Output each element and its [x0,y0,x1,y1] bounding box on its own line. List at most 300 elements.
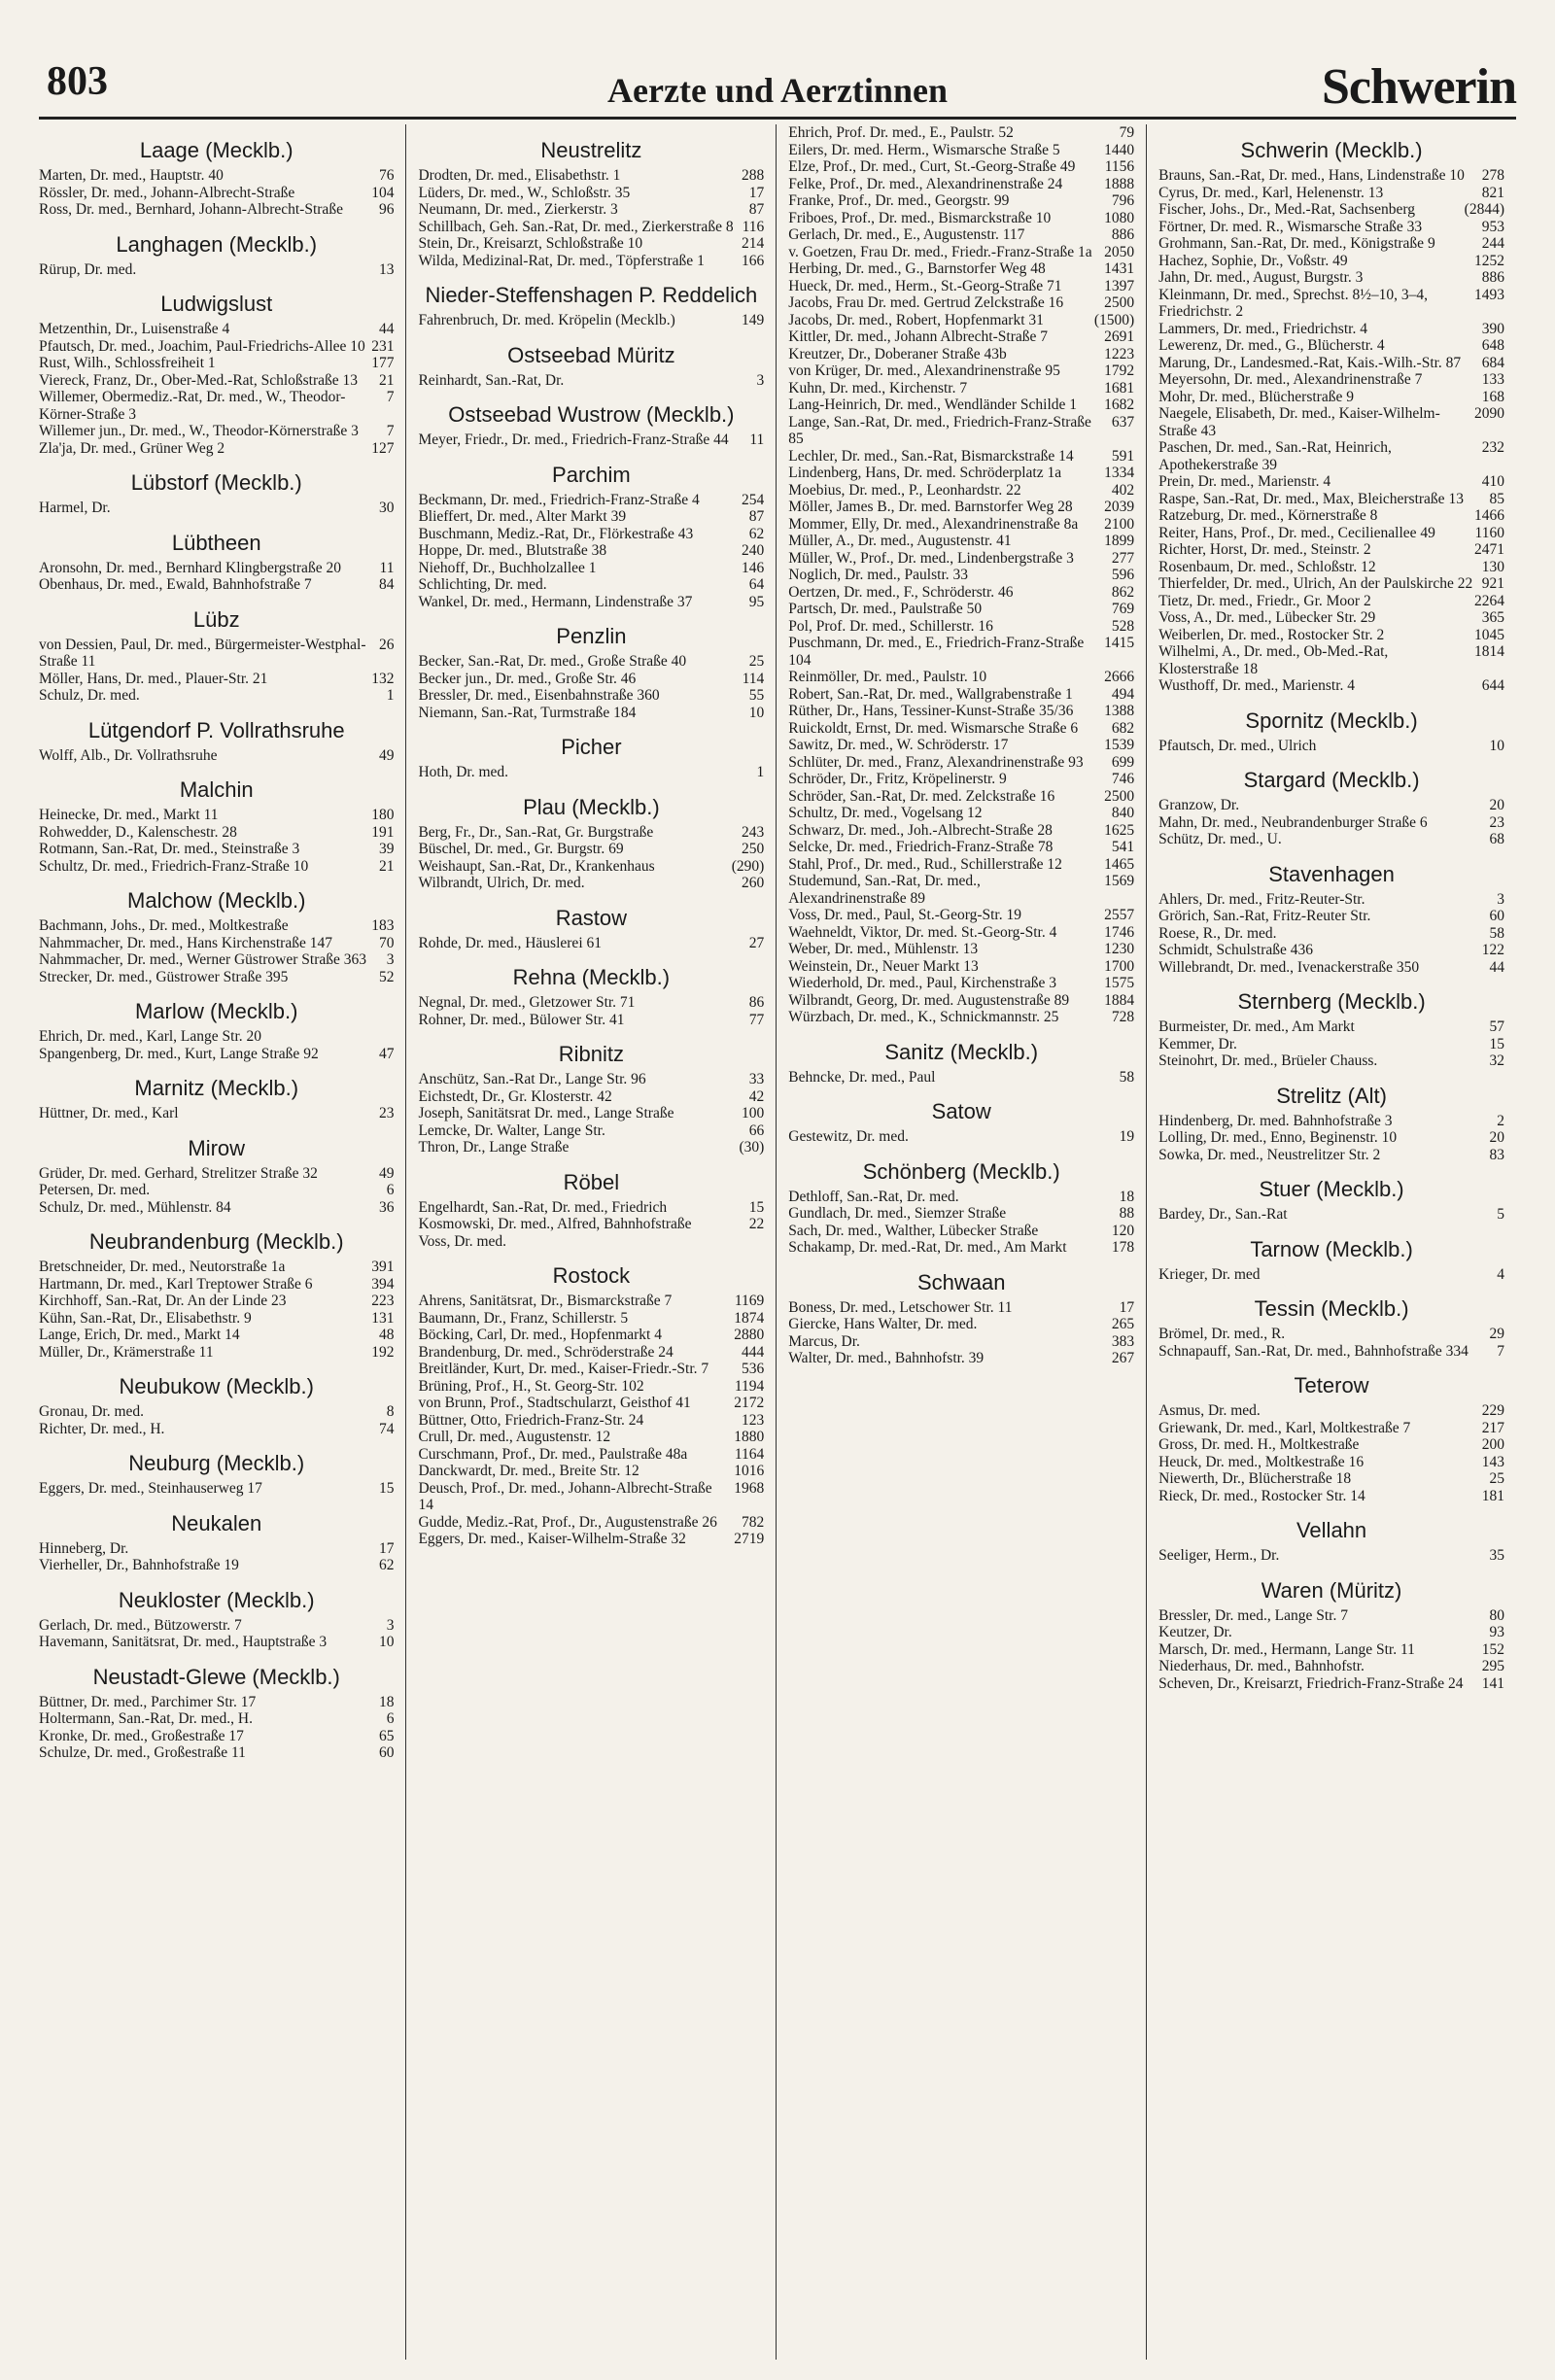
entry-text: Wolff, Alb., Dr. Vollrathsruhe [39,746,218,764]
entry-number: 77 [748,1011,765,1028]
entry-text: Lange, San.-Rat, Dr. med., Friedrich-Franz-Straße 85 [788,413,1091,447]
entry-text: Seeliger, Herm., Dr. [1158,1547,1280,1564]
directory-entry [39,969,394,986]
directory-entry [1158,1113,1504,1130]
directory-entry [418,764,764,781]
entry-number: 1874 [734,1309,765,1327]
directory-entry [788,958,1134,976]
directory-entry [1158,1436,1504,1454]
directory-entry [418,492,764,509]
entry-number: 746 [1111,771,1135,787]
directory-entry [39,917,394,935]
entry-number: 191 [371,823,395,841]
entry-number: 178 [1111,1239,1135,1256]
directory-entry [788,516,1134,534]
entry-number: 68 [1489,831,1504,847]
entry-text: Kronke, Dr. med., Großestraße 17 [39,1727,244,1744]
entry-text: Schmidt, Schulstraße 436 [1158,942,1314,958]
entry-text: Schütz, Dr. med., U. [1158,831,1282,847]
entry-number: 87 [748,201,765,218]
entry-number: (290) [731,857,765,875]
entry-number: 2264 [1473,592,1504,609]
entry-text: Buschmann, Mediz.-Rat, Dr., Flörkestraße 43 [418,525,694,542]
entry-text: Eggers, Dr. med., Kaiser-Wilhelm-Straße 32 [418,1531,686,1547]
directory-entry [418,1105,764,1122]
entry-text: Selcke, Dr. med., Friedrich-Franz-Straße 78 [788,839,1054,855]
directory-entry [1158,389,1504,406]
entry-text: Hartmann, Dr. med., Karl Treptower Straße 6 [39,1275,313,1293]
entry-text: Lemcke, Dr. Walter, Lange Str. [418,1121,605,1139]
entry-number: 383 [1111,1332,1135,1350]
entry-number: 821 [1481,184,1504,201]
entry-number: 2719 [734,1531,765,1547]
directory-entry [39,1744,394,1762]
entry-number: 6 [386,1710,395,1727]
entry-text: Niewerth, Dr., Blücherstraße 18 [1158,1470,1352,1487]
entry-number: (30) [739,1139,765,1156]
entry-text: Petersen, Dr. med. [39,1182,151,1198]
directory-entry [1158,1052,1504,1070]
directory-entry [418,1216,764,1233]
entry-text: Willemer jun., Dr. med., W., Theodor-Körnerstraße 3 [39,423,359,439]
entry-number: 1625 [1104,821,1135,839]
entry-number: 536 [742,1361,765,1377]
entry-number: 86 [748,994,765,1011]
entry-text: Niederhaus, Dr. med., Bahnhofstr. [1158,1658,1365,1674]
directory-entry [418,312,764,329]
entry-text: Ruickoldt, Ernst, Dr. med. Wismarsche Straße 6 [788,719,1079,737]
directory-entry [418,1071,764,1088]
entry-number: 87 [748,508,765,525]
entry-text: Jahn, Dr. med., August, Burgstr. 3 [1158,269,1364,286]
directory-entry [788,124,1134,142]
directory-entry [1158,677,1504,695]
place-heading: Malchin [179,777,254,802]
place-heading: Neukalen [171,1510,262,1535]
entry-number: 596 [1111,567,1135,583]
directory-entry [418,1139,764,1156]
directory-entry [1158,1454,1504,1471]
entry-text: Jacobs, Frau Dr. med. Gertrud Zelckstraße 16 [788,294,1064,311]
directory-entry [788,805,1134,822]
place-heading: Röbel [563,1169,620,1194]
entry-number: 62 [378,1557,395,1573]
entry-text: Schröder, San.-Rat, Dr. med. Zelckstraße 16 [788,787,1055,805]
entry-number: 7 [1497,1342,1504,1360]
entry-number: 541 [1111,839,1135,855]
directory-entry [1158,167,1504,185]
entry-number: 27 [748,934,765,951]
directory-entry [1158,253,1504,270]
place-heading: Picher [561,735,622,759]
entry-number: 146 [742,559,765,576]
entry-text: Asmus, Dr. med. [1158,1402,1261,1419]
directory-entry [788,226,1134,244]
entry-text: Stein, Dr., Kreisarzt, Schloßstraße 10 [418,235,643,252]
directory-entry [788,941,1134,958]
entry-text: Lammers, Dr. med., Friedrichstr. 4 [1158,320,1367,337]
entry-number: 7 [386,423,395,439]
directory-entry [788,686,1134,704]
entry-number: 4 [1497,1265,1504,1283]
entry-text: Rust, Wilh., Schlossfreiheit 1 [39,355,216,371]
directory-entry [1158,439,1504,473]
entry-number: 410 [1481,473,1504,490]
entry-number: 133 [1481,371,1504,388]
entry-text: Wiederhold, Dr. med., Paul, Kirchenstraße 3 [788,975,1057,991]
place-heading: Neubrandenburg (Mecklb.) [88,1229,344,1254]
entry-number: 10 [1489,737,1504,754]
entry-number: 35 [1489,1547,1504,1564]
entry-number: 11 [379,559,395,576]
entry-number: 1016 [734,1463,765,1479]
entry-text: Stahl, Prof., Dr. med., Rud., Schillerstraße 12 [788,855,1062,873]
entry-text: Granzow, Dr. [1158,797,1240,813]
directory-entry [39,1165,394,1183]
entry-number: 1223 [1104,345,1135,362]
directory-entry [1158,1402,1504,1420]
entry-number: 48 [378,1327,395,1343]
entry-text: Kleinmann, Dr. med., Sprechst. 8½–10, 3–4, Friedrichstr. 2 [1158,286,1428,320]
entry-text: Reinhardt, San.-Rat, Dr. [418,371,565,389]
directory-entry [1158,1675,1504,1693]
entry-number: 2050 [1104,243,1135,260]
entry-text: Schillbach, Geh. San.-Rat, Dr. med., Zierkerstraße 8 [418,218,734,235]
entry-text: Lolling, Dr. med., Enno, Beginenstr. 10 [1158,1129,1398,1146]
entry-number: 25 [1489,1470,1504,1487]
entry-number: 181 [1481,1487,1504,1504]
entry-number: 1230 [1104,941,1135,957]
entry-text: Drodten, Dr. med., Elisabethstr. 1 [418,167,621,184]
entry-number: 58 [1489,924,1504,942]
directory-entry [39,687,394,705]
entry-number: 152 [1481,1640,1504,1658]
entry-number: 1681 [1104,379,1135,397]
entry-text: Rosenbaum, Dr. med., Schloßstr. 12 [1158,558,1376,575]
entry-text: Weishaupt, San.-Rat, Dr., Krankenhaus [418,857,655,875]
entry-number: (2844) [1464,201,1504,218]
entry-number: 2500 [1104,787,1135,805]
directory-entry [39,747,394,765]
directory-entry [39,338,394,356]
entry-text: Schulze, Dr. med., Großestraße 11 [39,1744,246,1761]
entry-text: Förtner, Dr. med. R., Wismarsche Straße 33 [1158,218,1423,235]
directory-entry [1158,1641,1504,1659]
entry-number: 55 [748,687,765,704]
entry-number: 1792 [1104,362,1135,379]
directory-entry [1158,355,1504,372]
entry-number: 60 [1489,908,1504,924]
directory-entry [788,533,1134,550]
entry-text: Reiter, Hans, Prof., Dr. med., Cecilienallee 49 [1158,524,1435,541]
directory-entry [418,1344,764,1362]
entry-text: Studemund, San.-Rat, Dr. med., Alexandrinenstraße 89 [788,873,981,907]
entry-text: Nahmmacher, Dr. med., Hans Kirchenstraße 147 [39,934,332,951]
directory-entry [788,635,1134,669]
entry-text: von Dessien, Paul, Dr. med., Bürgermeister-Westphal-Straße 11 [39,636,366,670]
entry-text: v. Goetzen, Frau Dr. med., Friedr.-Franz-Straße 1a [788,243,1092,260]
directory-entry [788,703,1134,720]
directory-entry [1158,738,1504,755]
entry-text: Jacobs, Dr. med., Robert, Hopfenmarkt 31 [788,311,1044,328]
entry-text: Neumann, Dr. med., Zierkerstr. 3 [418,201,618,218]
entry-text: Schlüter, Dr. med., Franz, Alexandrinenstraße 93 [788,753,1084,771]
directory-entry [39,1276,394,1293]
entry-text: Becker, San.-Rat, Dr. med., Große Straße 40 [418,653,687,670]
directory-entry [418,253,764,270]
entry-number: 143 [1481,1453,1504,1470]
entry-number: 1466 [1473,507,1504,524]
entry-number: 200 [1481,1436,1504,1453]
entry-number: 93 [1489,1624,1504,1640]
column-2 [405,124,776,2360]
directory-entry [39,841,394,858]
entry-number: 21 [378,857,395,875]
directory-entry [788,907,1134,924]
entry-text: Hoth, Dr. med. [418,764,509,780]
directory-entry [1158,1624,1504,1641]
entry-text: Eilers, Dr. med. Herm., Wismarsche Straße 5 [788,141,1060,158]
entry-text: Willemer, Obermediz.-Rat, Dr. med., W., Theodor-Körner-Straße 3 [39,389,346,423]
entry-number: 65 [378,1727,395,1744]
entry-number: 231 [371,337,395,355]
entry-text: Hueck, Dr. med., Herm., St.-Georg-Straße 71 [788,277,1062,294]
entry-number: 682 [1111,719,1135,737]
directory-entry [39,858,394,876]
entry-number: 494 [1111,685,1135,703]
entry-text: Pfautsch, Dr. med., Ulrich [1158,737,1317,754]
entry-text: Baumann, Dr., Franz, Schillerstr. 5 [418,1309,629,1327]
directory-entry [1158,627,1504,644]
directory-entry [1158,1018,1504,1036]
directory-entry [39,389,394,423]
entry-text: Anschütz, San.-Rat Dr., Lange Str. 96 [418,1071,646,1087]
entry-text: Aronsohn, Dr. med., Bernhard Klingbergstraße 20 [39,559,341,576]
entry-text: Holtermann, San.-Rat, Dr. med., H. [39,1710,253,1727]
place-heading: Rostock [552,1263,631,1288]
directory-entry [788,1128,1134,1146]
entry-text: Prein, Dr. med., Marienstr. 4 [1158,473,1331,490]
entry-number: 1539 [1104,737,1135,753]
directory-entry [1158,1147,1504,1164]
entry-number: 132 [371,670,395,687]
directory-entry [1158,269,1504,287]
entry-number: 2471 [1473,541,1504,558]
entry-text: Gronau, Dr. med. [39,1403,145,1420]
directory-entry [39,423,394,440]
entry-text: Richter, Horst, Dr. med., Steinstr. 2 [1158,541,1371,558]
entry-number: 1814 [1473,643,1504,660]
directory-entry [418,1233,764,1251]
entry-number: 1252 [1473,252,1504,269]
directory-entry [1158,1488,1504,1505]
directory-entry [39,321,394,338]
entry-text: Roese, R., Dr. med. [1158,924,1277,942]
entry-text: Büschel, Dr. med., Gr. Burgstr. 69 [418,841,624,857]
entry-number: 644 [1481,677,1504,694]
entry-text: Voss, Dr. med., Paul, St.-Georg-Str. 19 [788,907,1021,923]
directory-entry [39,1310,394,1328]
entry-number: 402 [1111,481,1135,499]
entry-number: 44 [1489,958,1504,976]
entry-text: Voss, A., Dr. med., Lübecker Str. 29 [1158,609,1376,626]
entry-number: 76 [378,167,395,184]
entry-text: Becker jun., Dr. med., Große Str. 46 [418,670,637,687]
entry-number: 1388 [1104,703,1135,719]
entry-text: Negnal, Dr. med., Gletzower Str. 71 [418,994,636,1011]
directory-entry [418,1395,764,1412]
entry-text: Kittler, Dr. med., Johann Albrecht-Straße 7 [788,328,1048,345]
entry-text: Beckmann, Dr. med., Friedrich-Franz-Straße 4 [418,491,700,508]
entry-number: 1397 [1104,277,1135,294]
entry-text: Herbing, Dr. med., G., Barnstorfer Weg 48 [788,260,1046,277]
entry-text: Crull, Dr. med., Augustenstr. 12 [418,1429,611,1445]
entry-number: 131 [371,1309,395,1327]
directory-entry [788,822,1134,840]
entry-number: 267 [1111,1350,1135,1366]
entry-number: 168 [1481,388,1504,405]
entry-number: 921 [1481,575,1504,592]
place-heading: Penzlin [556,624,627,648]
directory-entry [788,924,1134,942]
entry-number: 88 [1119,1205,1135,1222]
directory-entry [1158,491,1504,508]
entry-number: 19 [1119,1128,1135,1145]
directory-entry [788,482,1134,500]
entry-number: 127 [371,439,395,457]
entry-number: 232 [1481,439,1504,456]
directory-entry [1158,1206,1504,1224]
entry-number: 49 [378,746,395,764]
entry-text: Raspe, San.-Rat, Dr. med., Max, Bleicherstraße 13 [1158,490,1464,507]
place-heading: Stuer (Mecklb.) [1259,1177,1404,1201]
entry-text: Engelhardt, San.-Rat, Dr. med., Friedrich [418,1198,668,1216]
entry-text: Gross, Dr. med. H., Moltkestraße [1158,1436,1360,1453]
entry-number: 8 [386,1403,395,1420]
entry-number: 80 [1489,1606,1504,1624]
directory-entry [788,380,1134,397]
entry-text: Rohde, Dr. med., Häuslerei 61 [418,934,602,951]
directory-entry [418,1088,764,1106]
entry-text: Mahn, Dr. med., Neubrandenburger Straße 6 [1158,813,1428,831]
place-heading: Satow [931,1099,991,1123]
directory-entry [418,1199,764,1217]
entry-text: Lange, Erich, Dr. med., Markt 14 [39,1327,240,1343]
entry-text: Kuhn, Dr. med., Kirchenstr. 7 [788,379,968,397]
directory-entry [39,1557,394,1574]
directory-entry [39,1182,394,1199]
directory-entry [1158,609,1504,627]
entry-number: 18 [1119,1188,1135,1205]
entry-text: Marsch, Dr. med., Hermann, Lange Str. 11 [1158,1640,1415,1658]
place-heading: Stargard (Mecklb.) [1243,768,1420,792]
entry-number: 10 [748,704,765,721]
directory-entry [418,508,764,526]
entry-number: 277 [1111,549,1135,567]
directory-entry [1158,185,1504,202]
entry-number: 2090 [1473,405,1504,422]
entry-number: 1080 [1104,209,1135,226]
directory-entry [788,260,1134,278]
entry-text: Deusch, Prof., Dr. med., Johann-Albrecht-Straße 14 [418,1479,712,1513]
entry-text: Paschen, Dr. med., San.-Rat, Heinrich, Apothekerstraße 39 [1158,439,1392,473]
directory-entry [788,788,1134,806]
entry-text: Partsch, Dr. med., Paulstraße 50 [788,601,983,617]
place-heading: Strelitz (Alt) [1276,1083,1387,1108]
entry-text: von Krüger, Dr. med., Alexandrinenstraße 95 [788,362,1060,379]
entry-text: Keutzer, Dr. [1158,1624,1232,1640]
directory-entry [418,542,764,560]
entry-number: 365 [1481,609,1504,626]
directory-entry [39,951,394,969]
directory-entry [418,167,764,185]
entry-text: Giercke, Hans Walter, Dr. med. [788,1316,978,1332]
entry-text: Naegele, Elisabeth, Dr. med., Kaiser-Wilhelm-Straße 43 [1158,405,1440,439]
directory-entry [788,328,1134,346]
place-heading: Vellahn [1296,1518,1367,1542]
entry-text: Eggers, Dr. med., Steinhauserweg 17 [39,1480,262,1497]
entry-text: Cyrus, Dr. med., Karl, Helenenstr. 13 [1158,184,1384,201]
entry-text: Gudde, Mediz.-Rat, Prof., Dr., Augustenstraße 26 [418,1513,717,1531]
entry-text: Rotmann, San.-Rat, Dr. med., Steinstraße 3 [39,841,300,857]
directory-entry [39,1028,394,1046]
entry-text: Rürup, Dr. med. [39,260,137,278]
directory-entry [1158,473,1504,491]
directory-entry [39,1327,394,1344]
entry-text: Brauns, San.-Rat, Dr. med., Hans, Lindenstraße 10 [1158,167,1465,184]
entry-text: Ehrich, Dr. med., Karl, Lange Str. 20 [39,1028,262,1045]
entry-number: 254 [742,491,765,508]
directory-entry [1158,1036,1504,1053]
entry-text: Schultz, Dr. med., Friedrich-Franz-Straße 10 [39,857,309,875]
entry-text: Mommer, Elly, Dr. med., Alexandrinenstraße 8a [788,515,1079,533]
entry-text: Heinecke, Dr. med., Markt 11 [39,807,219,823]
entry-number: 1169 [734,1293,765,1309]
entry-number: 1575 [1104,975,1135,991]
entry-number: 2691 [1104,328,1135,345]
entry-number: 23 [378,1105,395,1121]
directory-entry [1158,593,1504,610]
entry-number: 260 [742,875,765,891]
entry-text: Sach, Dr. med., Walther, Lübecker Straße [788,1222,1039,1239]
entry-text: Blieffert, Dr. med., Alter Markt 39 [418,508,627,525]
entry-text: Ratzeburg, Dr. med., Körnerstraße 8 [1158,507,1378,524]
directory-entry [1158,1266,1504,1284]
directory-entry [39,935,394,952]
entry-text: Tietz, Dr. med., Friedr., Gr. Moor 2 [1158,592,1371,609]
entry-number: 1415 [1104,635,1135,651]
directory-entry [788,1205,1134,1223]
directory-entry [39,1199,394,1217]
place-heading: Ostseebad Müritz [507,342,675,367]
directory-entry [788,601,1134,618]
directory-entry [788,499,1134,516]
place-heading: Spornitz (Mecklb.) [1245,707,1418,733]
directory-entry [39,1694,394,1711]
directory-entry [788,567,1134,584]
entry-text: Friboes, Prof., Dr. med., Bismarckstraße 10 [788,209,1052,226]
directory-entry [39,355,394,372]
directory-entry [788,1299,1134,1317]
entry-number: 60 [378,1744,395,1761]
entry-number: 30 [378,500,395,516]
entry-number: 1899 [1104,533,1135,549]
entry-text: Marten, Dr. med., Hauptstr. 40 [39,167,224,184]
directory-entry [788,1223,1134,1240]
entry-number: 1156 [1104,158,1135,175]
page-number: 803 [47,59,108,104]
entry-number: 29 [1489,1326,1504,1342]
